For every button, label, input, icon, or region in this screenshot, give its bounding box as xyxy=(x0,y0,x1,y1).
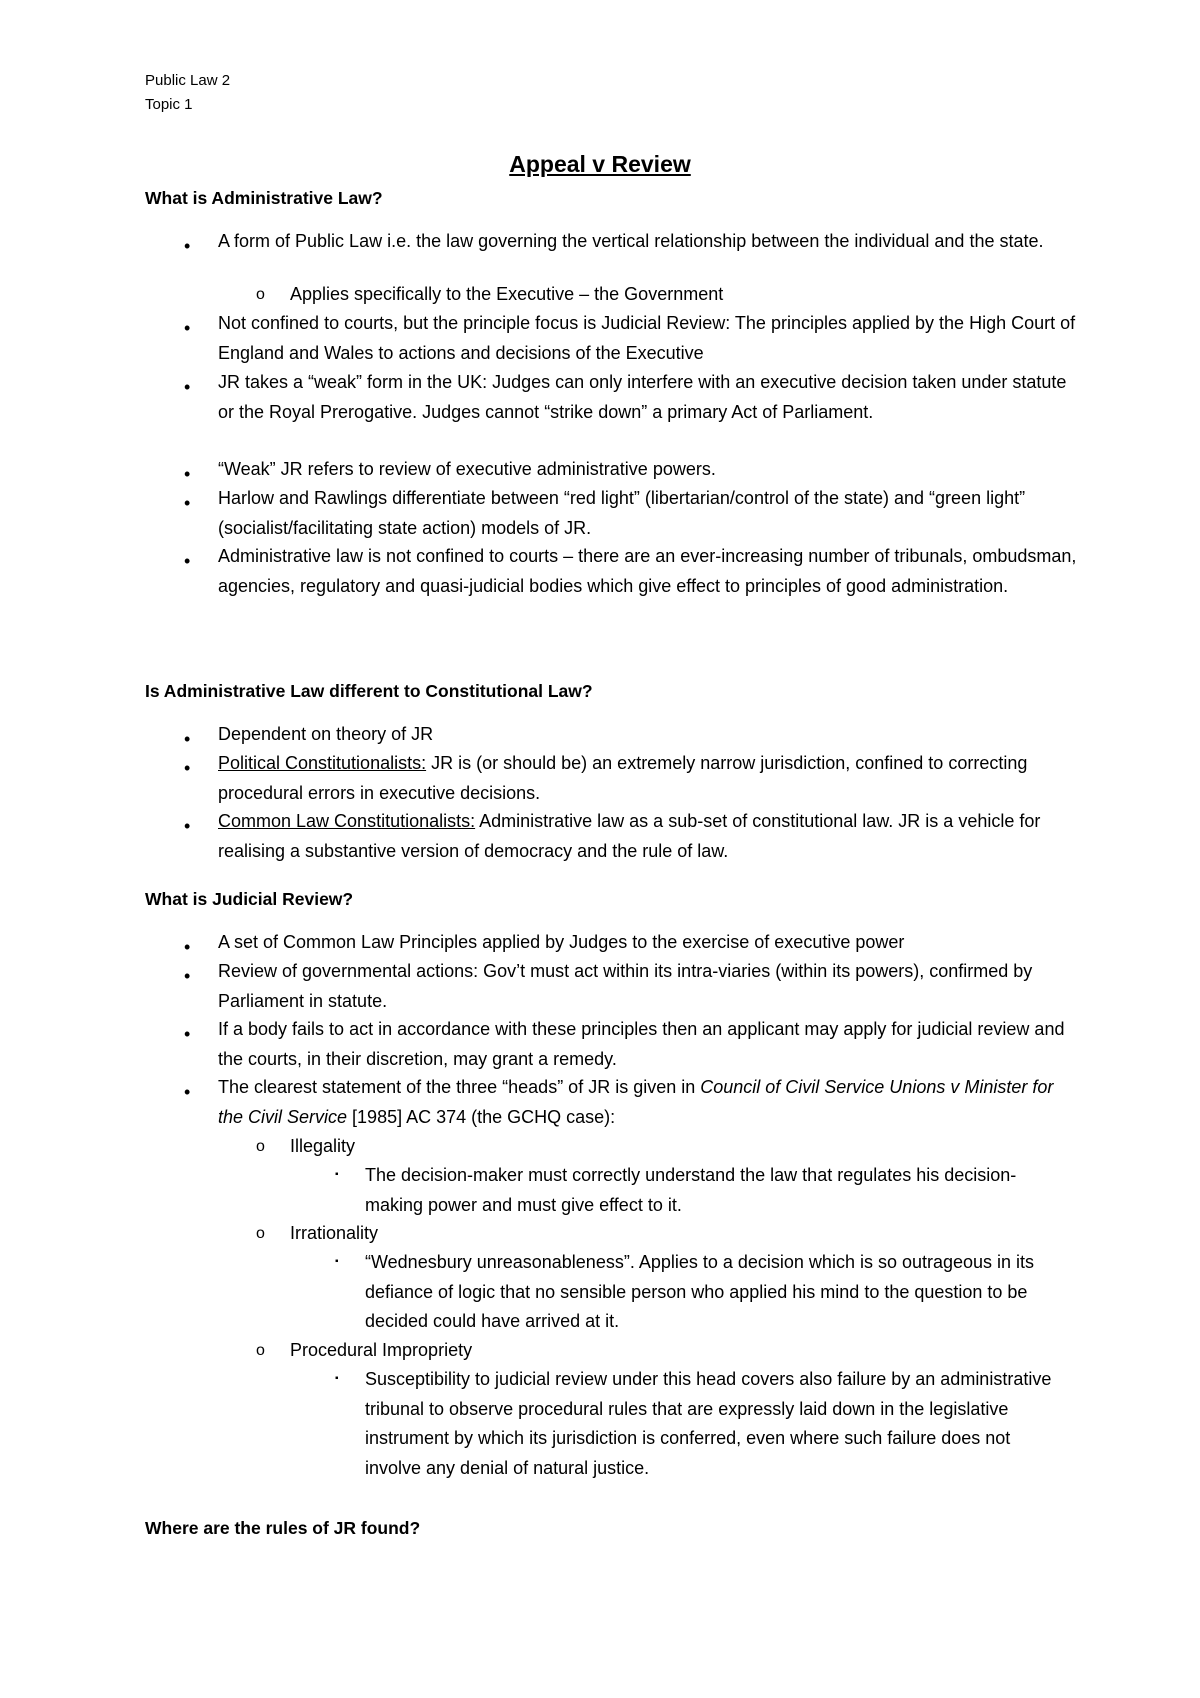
list-item: JR takes a “weak” form in the UK: Judges can only interfere with an executive decision taken under statute or the Royal Prerogative. Judges cannot “strike down” a primary Act of Parliament. xyxy=(218,372,1067,422)
head-detail: “Wednesbury unreasonableness”. Applies to a decision which is so outrageous in its defiance of logic that no sensible person who applied his mind to the question to be decided could have arrived at it. xyxy=(365,1252,1035,1331)
bullet-icon: • xyxy=(184,1082,191,1102)
section-heading-judicial-review: What is Judicial Review? xyxy=(145,889,354,909)
bullet-icon: • xyxy=(184,377,191,397)
header-course: Public Law 2 xyxy=(145,72,231,89)
section-heading-constitutional-law: Is Administrative Law different to Constitutional Law? xyxy=(145,681,593,701)
section-heading-rules-of-jr: Where are the rules of JR found? xyxy=(145,1518,421,1538)
list-item: “Weak” JR refers to review of executive administrative powers. xyxy=(218,459,716,479)
head-detail: Susceptibility to judicial review under this head covers also failure by an administrative tribunal to observe procedural rules that are expressly laid down in the legislative instrument by which its jurisdiction is conferred, even where such failure does not involve any denial of natural justice. xyxy=(365,1369,1052,1478)
page-title: Appeal v Review xyxy=(509,151,691,177)
header-topic: Topic 1 xyxy=(145,96,193,113)
head-label: Irrationality xyxy=(290,1223,379,1243)
list-item: Dependent on theory of JR xyxy=(218,724,434,744)
bullet-icon: • xyxy=(184,758,191,778)
circle-bullet-icon: o xyxy=(256,1225,265,1242)
list-subitem: Applies specifically to the Executive – the Government xyxy=(290,284,724,304)
bullet-icon: • xyxy=(184,551,191,571)
list-item: Not confined to courts, but the principle focus is Judicial Review: The principles applied by the High Court of England and Wales to actions and decisions of the Executive xyxy=(218,313,1076,363)
case-citation: Council of Civil Service Unions v Minister for the Civil Service xyxy=(218,1077,1054,1127)
section-heading-admin-law: What is Administrative Law? xyxy=(145,188,383,208)
list-item xyxy=(218,807,1078,866)
list-item: If a body fails to act in accordance with these principles then an applicant may apply for judicial review and the courts, in their discretion, may grant a remedy. xyxy=(218,1019,1065,1069)
bullet-icon: • xyxy=(184,729,191,749)
list-item xyxy=(218,1073,1078,1132)
bullet-icon: • xyxy=(184,937,191,957)
bullet-icon: • xyxy=(184,1024,191,1044)
head-label: Procedural Impropriety xyxy=(290,1340,473,1360)
bullet-icon: • xyxy=(184,966,191,986)
head-detail: The decision-maker must correctly understand the law that regulates his decision-making power and must give effect to it. xyxy=(365,1165,1017,1215)
term-text: JR is (or should be) an extremely narrow jurisdiction, confined to correcting procedural errors in executive decisions. xyxy=(218,753,1028,803)
bullet-icon: • xyxy=(184,816,191,836)
bullet-icon: • xyxy=(184,464,191,484)
circle-bullet-icon: o xyxy=(256,1342,265,1359)
text-run: [1985] AC 374 (the GCHQ case): xyxy=(347,1106,616,1127)
list-item: Harlow and Rawlings differentiate between “red light” (libertarian/control of the state) and “green light” (socialist/facilitating state action) models of JR. xyxy=(218,488,1026,538)
square-bullet-icon: ▪ xyxy=(335,1373,339,1384)
list-item: Review of governmental actions: Gov’t must act within its intra-viaries (within its powers), confirmed by Parliament in statute. xyxy=(218,961,1033,1011)
text-run: The clearest statement of the three “heads” of JR is given in xyxy=(218,1077,701,1097)
term-label: Common Law Constitutionalists: xyxy=(218,811,476,831)
list-item: A form of Public Law i.e. the law governing the vertical relationship between the individual and the state. xyxy=(218,231,1044,251)
term-label: Political Constitutionalists: xyxy=(218,753,427,773)
circle-bullet-icon: o xyxy=(256,1138,265,1155)
circle-bullet-icon: o xyxy=(256,286,265,303)
square-bullet-icon: ▪ xyxy=(335,1169,339,1180)
bullet-icon: • xyxy=(184,318,191,338)
term-text: Administrative law as a sub-set of constitutional law. JR is a vehicle for realising a substantive version of democracy and the rule of law. xyxy=(218,811,1041,861)
head-label: Illegality xyxy=(290,1136,356,1156)
bullet-icon: • xyxy=(184,236,191,256)
list-item: A set of Common Law Principles applied by Judges to the exercise of executive power xyxy=(218,932,905,952)
list-item: Administrative law is not confined to courts – there are an ever-increasing number of tribunals, ombudsman, agencies, regulatory and quasi-judicial bodies which give effect to principles of good administration. xyxy=(218,546,1077,596)
list-item xyxy=(218,749,1078,808)
bullet-icon: • xyxy=(184,493,191,513)
square-bullet-icon: ▪ xyxy=(335,1256,339,1267)
